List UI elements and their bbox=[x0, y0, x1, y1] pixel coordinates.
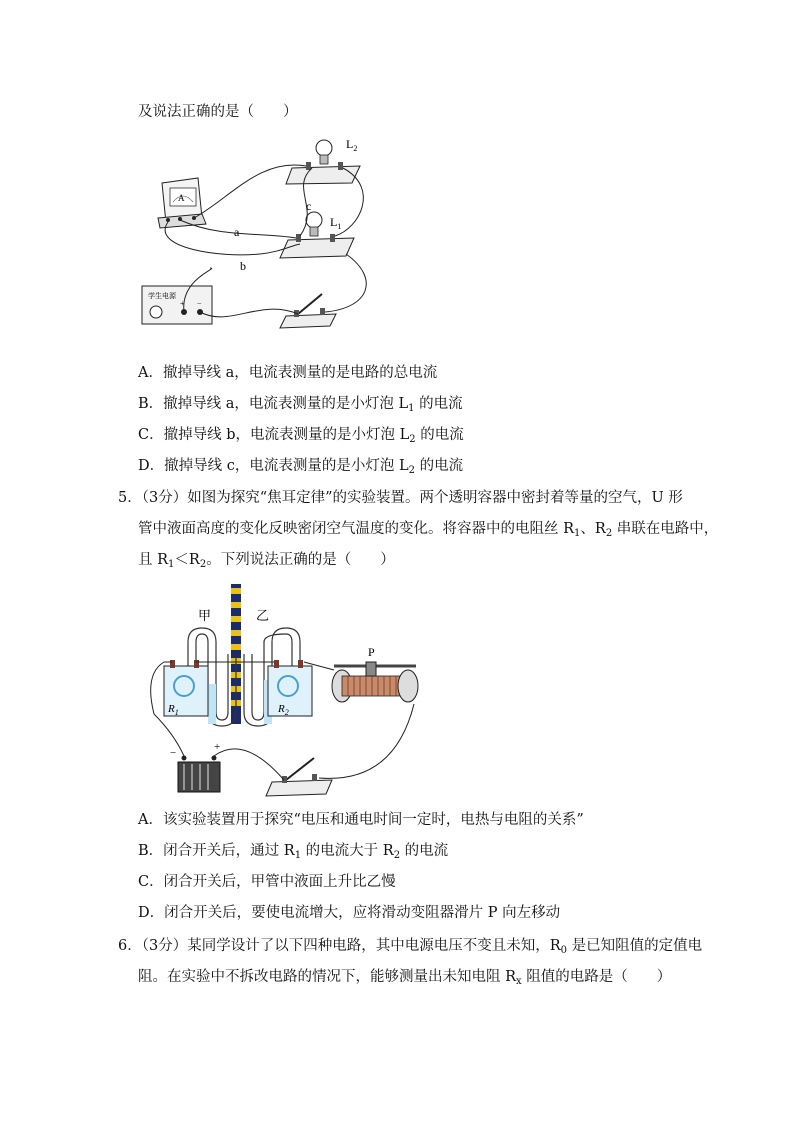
label-r1: $R_1$ bbox=[168, 703, 179, 717]
svg-text:+: + bbox=[180, 299, 185, 308]
power-supply-icon bbox=[142, 286, 212, 324]
label-jia: 甲 bbox=[198, 608, 212, 623]
q5-option-d[interactable]: D．闭合开关后，要使电流增大，应将滑动变阻器滑片 P 向左移动 bbox=[138, 905, 561, 921]
svg-text:+: + bbox=[214, 741, 221, 753]
supply-label: 学生电源 bbox=[148, 292, 176, 300]
switch-icon bbox=[266, 758, 332, 796]
q6-stem-line1: 6．（3分）某同学设计了以下四种电路，其中电源电压不变且未知，$R_0$ 是已知阻值的定值电 bbox=[118, 938, 703, 956]
q6-stem-line2: 阻。在实验中不拆改电路的情况下，能够测量出未知电阻 $R_x$ 阻值的电路是（ ） bbox=[138, 969, 672, 987]
q5-option-c[interactable]: C．闭合开关后，甲管中液面上升比乙慢 bbox=[138, 874, 396, 890]
q5-stem-line2: 管中液面高度的变化反映密闭空气温度的变化。将容器中的电阻丝 $R_1$、$R_2$ 串联在电路中， bbox=[138, 521, 719, 539]
q5-joule-figure bbox=[144, 584, 434, 824]
q4-option-a[interactable]: A．撤掉导线 a，电流表测量的是电路的总电流 bbox=[138, 365, 438, 381]
container-r2-icon bbox=[268, 660, 312, 716]
wire-label-b: b bbox=[240, 259, 246, 273]
label-l2: $L_2$ bbox=[346, 137, 358, 153]
label-r2: $R_2$ bbox=[278, 703, 289, 717]
svg-text:−: − bbox=[197, 299, 202, 308]
q5-option-b[interactable]: B．闭合开关后，通过 $R_1$ 的电流大于 $R_2$ 的电流 bbox=[138, 843, 449, 861]
q4-option-c[interactable]: C．撤掉导线 b，电流表测量的是小灯泡 $L_2$ 的电流 bbox=[138, 427, 464, 445]
svg-text:−: − bbox=[170, 747, 177, 759]
battery-icon bbox=[170, 741, 220, 792]
q4-option-d[interactable]: D．撤掉导线 c，电流表测量的是小灯泡 $L_2$ 的电流 bbox=[138, 458, 464, 476]
q5-stem-line3: 且 $R_1<R_2$。下列说法正确的是（ ） bbox=[138, 552, 395, 570]
bulb-l1-icon bbox=[280, 212, 354, 258]
ammeter-label: A bbox=[178, 193, 185, 203]
wire-label-c: c bbox=[306, 199, 312, 213]
q4-circuit-figure bbox=[140, 128, 380, 338]
q4-option-b[interactable]: B．撤掉导线 a，电流表测量的是小灯泡 $L_1$ 的电流 bbox=[138, 396, 463, 414]
q5-option-a[interactable]: A．该实验装置用于探究“电压和通电时间一定时，电热与电阻的关系” bbox=[138, 812, 584, 828]
q4-stem-tail: 及说法正确的是（ ） bbox=[138, 104, 298, 120]
label-yi: 乙 bbox=[256, 608, 270, 623]
label-p: P bbox=[368, 645, 375, 659]
label-l1: $L_1$ bbox=[330, 215, 342, 231]
wire-label-a: a bbox=[234, 225, 240, 239]
rheostat-icon bbox=[332, 662, 418, 702]
q5-stem-line1: 5．（3分）如图为探究“焦耳定律”的实验装置。两个透明容器中密封着等量的空气，U 形 bbox=[118, 490, 683, 506]
